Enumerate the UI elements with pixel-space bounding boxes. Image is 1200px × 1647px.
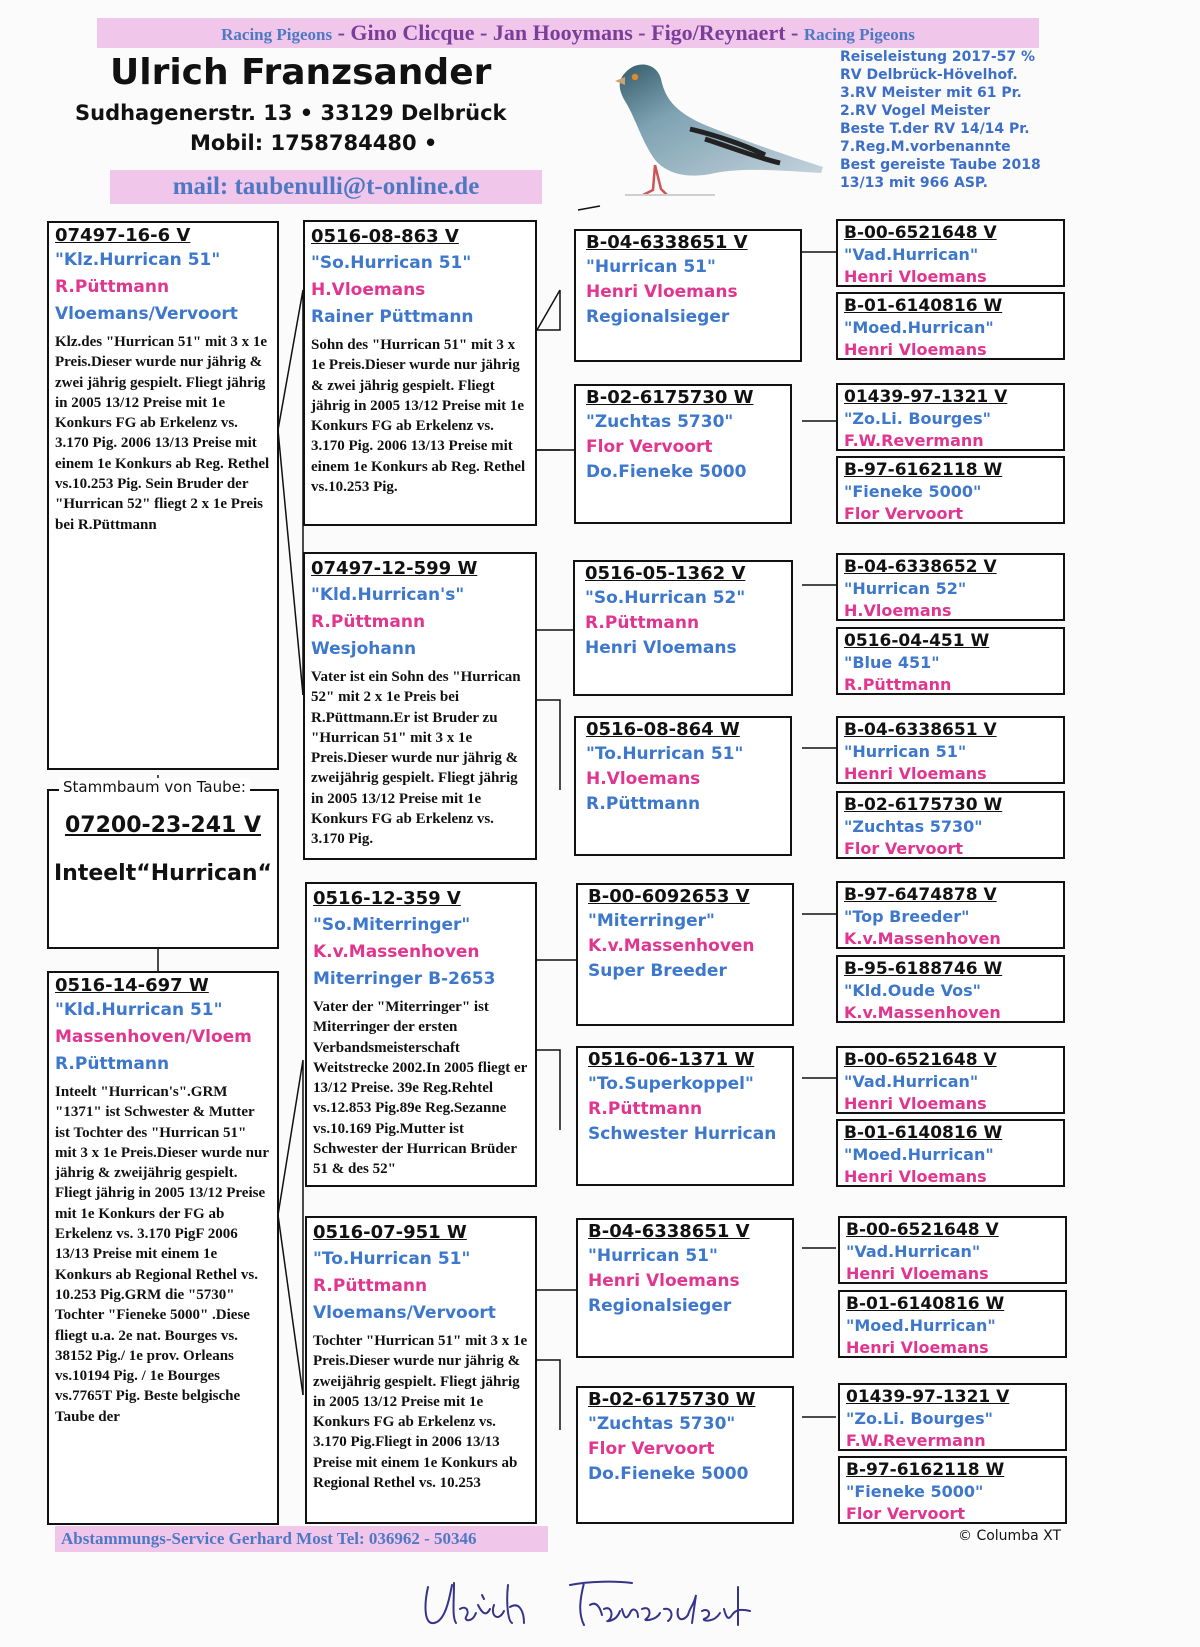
parent-sire-box [47,221,279,770]
ancestor-box [836,219,1065,287]
breeder: H.Vloemans [586,769,701,789]
ring-number: B-02-6175730 W [588,1389,756,1410]
ring-number: 01439-97-1321 V [844,387,1008,407]
pigeon-name: "To.Hurrican 51" [586,744,744,764]
origin: Regionalsieger [588,1296,732,1316]
ring-number: B-00-6521648 V [846,1220,999,1240]
ring-number: 0516-08-863 V [311,226,459,247]
ring-number: 0516-05-1362 V [585,563,746,584]
pigeon-name: "Klz.Hurrican 51" [55,250,221,270]
pigeon-name: "Vad.Hurrican" [844,245,979,264]
ring-number: B-02-6175730 W [844,795,1003,815]
breeder: Henri Vloemans [586,282,738,302]
header-banner [97,18,1039,48]
description: Inteelt "Hurrican's".GRM "1371" ist Schwester & Mutter ist Tochter des "Hurrican 51" mit 3 x 1e Preis.Dieser wurde nur jährig & zweijährig gespielt. Fliegt jährig in 2005 13/12 Preise mit 1e Konkurs der FG ab Erkelenz vs. 3.170 PigF 2006 13/13 Preise mit einem 1e Konkurs ab Regional Rethel vs. 10.253 Pig.GRM die "5730" Tochter "Fieneke 5000" .Diese fliegt u.a. 2e nat. Bourges vs. 38152 Pig./ 1e prov. Orleans vs.10194 Pig. / 1e Bourges vs.7765T Pig. Beste belgische Taube der [55,1084,269,1425]
performance-line: RV Delbrück-Hövelhof. [840,67,1018,83]
pigeon-name: "Moed.Hurrican" [844,318,994,337]
origin: Do.Fieneke 5000 [586,462,747,482]
grandparent-box [305,882,537,1187]
performance-line: 13/13 mit 966 ASP. [840,175,988,191]
ring-number: B-01-6140816 W [846,1294,1005,1314]
breeder: Massenhoven/Vloem [55,1027,252,1047]
great-grandparent-box [576,1386,794,1524]
origin: Henri Vloemans [585,638,737,658]
breeder: F.W.Revermann [846,1431,986,1450]
origin: Miterringer B-2653 [313,969,496,989]
grandparent-box [303,552,537,860]
banner-left: Racing Pigeons [221,25,333,44]
ring-number: B-00-6521648 V [844,1050,997,1070]
ring-number: B-97-6162118 W [844,460,1003,480]
pigeon-name: "Zo.Li. Bourges" [846,1409,993,1428]
origin: Rainer Püttmann [311,307,474,327]
ring-number: B-01-6140816 W [844,1123,1003,1143]
great-grandparent-box [576,883,794,1026]
great-grandparent-box [576,1046,794,1186]
ancestor-box [836,553,1065,621]
ring-number: B-04-6338651 V [586,232,748,253]
ring-number: 07497-12-599 W [311,558,478,579]
ancestor-box [836,955,1065,1023]
breeder: K.v.Massenhoven [588,936,755,956]
grandparent-box [303,220,537,526]
breeder: R.Püttmann [585,613,700,633]
ring-number: 0516-14-697 W [55,975,209,996]
pigeon-name: "Fieneke 5000" [846,1482,984,1501]
great-grandparent-box [576,1218,794,1358]
breeder: R.Püttmann [55,277,170,297]
breeder: K.v.Massenhoven [844,929,1001,948]
pigeon-name: "Moed.Hurrican" [846,1316,996,1335]
breeder: K.v.Massenhoven [844,1003,1001,1022]
breeder-address: Sudhagenerstr. 13 • 33129 Delbrück [75,101,507,125]
breeder: Henri Vloemans [844,1094,987,1113]
pigeon-name: "Zuchtas 5730" [844,817,983,836]
pigeon-name: "Kld.Hurrican 51" [55,1000,223,1020]
pigeon-name: "To.Superkoppel" [588,1074,754,1094]
pigeon-name: "Moed.Hurrican" [844,1145,994,1164]
performance-line: Reiseleistung 2017-57 % [840,49,1036,65]
ring-number: 01439-97-1321 V [846,1387,1010,1407]
description: Klz.des "Hurrican 51" mit 3 x 1e Preis.Dieser wurde nur jährig & zwei jährig gespielt. Fliegt jährig in 2005 13/12 Preise mit 1e Konkurs FG ab Erkelenz vs. 3.170 Pig. 2006 13/13 Preise mit einem 1e Konkurs ab Reg. Rethel vs.10.253 Pig. Sein Bruder der "Hurrican 52" fliegt 2 x 1e Preis bei R.Püttmann [55,334,270,533]
pigeon-name: "Miterringer" [588,911,715,931]
ring-number: 07497-16-6 V [55,225,191,246]
great-grandparent-box [574,384,792,524]
great-grandparent-box [573,560,793,696]
origin: Vloemans/Vervoort [313,1303,496,1323]
ancestor-box [836,292,1065,360]
ring-number: B-01-6140816 W [844,296,1003,316]
breeder-mail: mail: taubenulli@t-online.de [110,170,542,204]
performance-line: Beste T.der RV 14/14 Pr. [840,121,1030,137]
origin: R.Püttmann [586,794,701,814]
service-footer: Abstammungs-Service Gerhard Most Tel: 036962 - 50346 [55,1526,548,1552]
breeder: F.W.Revermann [844,431,984,450]
breeder: R.Püttmann [313,1276,428,1296]
ring-number: B-04-6338651 V [844,720,997,740]
description: Tochter "Hurrican 51" mit 3 x 1e Preis.Dieser wurde nur jährig & zweijährig gespielt. Fliegt jährig in 2005 13/12 Preise mit 1e Konkurs FG ab Erkelenz vs. 3.170 Pig.Fliegt in 2006 13/13 Preise mit einem 1e Konkurs ab Regional Rethel vs. 10.253 [313,1333,528,1492]
performance-list [840,48,1041,192]
performance-line: 2.RV Vogel Meister [840,103,991,119]
pigeon-name: "Vad.Hurrican" [844,1072,979,1091]
ancestor-box [836,383,1065,451]
pigeon-image [595,55,830,205]
banner-right: Racing Pigeons [803,25,915,44]
ancestor-box [836,627,1065,695]
ancestor-box [836,1046,1065,1114]
description: Sohn des "Hurrican 51" mit 3 x 1e Preis.Dieser wurde nur jährig & zwei jährig gespielt. Fliegt jährig in 2005 13/12 Preise mit 1e Konkurs FG ab Erkelenz vs. 3.170 Pig. 2006 13/13 Preise mit einem 1e Konkurs ab Reg. Rethel vs.10.253 Pig. [311,337,526,496]
ring-number: B-00-6521648 V [844,223,997,243]
ancestor-box [836,881,1065,949]
origin: Do.Fieneke 5000 [588,1464,749,1484]
breeder: R.Püttmann [844,675,952,694]
breeder-mobile: Mobil: 1758784480 • [190,131,438,155]
ring-number: 0516-04-451 W [844,631,990,651]
pigeon-name: "So.Hurrican 51" [311,253,472,273]
ancestor-box [838,1383,1067,1451]
ancestor-box [836,1119,1065,1187]
subject-box [47,778,279,949]
ancestor-box [836,791,1065,859]
pigeon-name: "Hurrican 51" [586,257,716,277]
breeder: Flor Vervoort [588,1439,715,1459]
subject-label: Stammbaum von Taube: [59,778,250,796]
copyright: © Columba XT [958,1528,1062,1544]
breeder: R.Püttmann [588,1099,703,1119]
ring-number: 0516-08-864 W [586,719,740,740]
ring-number: 0516-12-359 V [313,888,461,909]
ancestor-box [838,1216,1067,1284]
origin: Schwester Hurrican [588,1124,777,1144]
breeder: Henri Vloemans [844,340,987,359]
ring-number: B-04-6338651 V [588,1221,750,1242]
origin: Regionalsieger [586,307,730,327]
breeder: Flor Vervoort [844,504,964,523]
breeder: Henri Vloemans [844,267,987,286]
breeder: Henri Vloemans [846,1338,989,1357]
breeder: K.v.Massenhoven [313,942,480,962]
ancestor-box [838,1456,1067,1524]
great-grandparent-box [574,716,792,856]
pigeon-name: "Kld.Oude Vos" [844,981,981,1000]
pigeon-name: "Hurrican 51" [844,742,967,761]
description: Vater ist ein Sohn des "Hurrican 52" mit 2 x 1e Preis bei R.Püttmann.Er ist Bruder zu "Hurrican 51" mit 3 x 1e Preis.Dieser wurde nur jährig & zweijährig gespielt. Fliegt jährig in 2005 13/12 Preise mit 1e Konkurs FG ab Erkelenz vs. 3.170 Pig. [311,669,521,848]
pigeon-name: "Blue 451" [844,653,940,672]
pigeon-name: "So.Hurrican 52" [585,588,746,608]
breeder: Flor Vervoort [846,1504,966,1523]
great-grandparent-box [574,229,802,362]
ring-number: B-02-6175730 W [586,387,754,408]
breeder: Henri Vloemans [588,1271,740,1291]
description: Vater der "Miterringer" ist Miterringer der ersten Verbandsmeisterschaft Weitstrecke 2002.In 2005 fliegt er 13/12 Preise. 39e Reg.Rehtel vs.12.853 Pig.89e Reg.Sezanne vs.10.169 Pig.Mutter ist Schwester der Hurrican Brüder 51 & des 52" [313,999,527,1178]
signature [420,1565,820,1635]
pigeon-name: "Zuchtas 5730" [586,412,734,432]
performance-line: 7.Reg.M.vorbenannte [840,139,1011,155]
performance-line: Best gereiste Taube 2018 [840,157,1041,173]
pigeon-name: "To.Hurrican 51" [313,1249,471,1269]
origin: Wesjohann [311,639,417,659]
subject-name: Inteelt“Hurrican“ [53,861,273,886]
performance-line: 3.RV Meister mit 61 Pr. [840,85,1022,101]
pigeon-name: "Fieneke 5000" [844,482,982,501]
breeder: Flor Vervoort [586,437,713,457]
breeder: Flor Vervoort [844,839,964,858]
ancestor-box [838,1290,1067,1358]
pigeon-name: "Kld.Hurrican's" [311,585,465,605]
pigeon-name: "Zuchtas 5730" [588,1414,736,1434]
ring-number: B-04-6338652 V [844,557,997,577]
breeder: R.Püttmann [311,612,426,632]
ring-number: B-97-6474878 V [844,885,997,905]
ring-number: B-97-6162118 W [846,1460,1005,1480]
breeder: Henri Vloemans [844,764,987,783]
ancestor-box [836,716,1065,784]
ancestor-box [836,456,1065,524]
ring-number: B-00-6092653 V [588,886,750,907]
pigeon-name: "Hurrican 52" [844,579,967,598]
origin: R.Püttmann [55,1054,170,1074]
pigeon-name: "Hurrican 51" [588,1246,718,1266]
parent-dam-box [47,971,279,1525]
pigeon-name: "So.Miterringer" [313,915,471,935]
pigeon-name: "Vad.Hurrican" [846,1242,981,1261]
breeder: Henri Vloemans [846,1264,989,1283]
breeder: H.Vloemans [844,601,952,620]
origin: Super Breeder [588,961,727,981]
origin: Vloemans/Vervoort [55,304,238,324]
pigeon-name: "Zo.Li. Bourges" [844,409,991,428]
grandparent-box [305,1216,537,1524]
pigeon-name: "Top Breeder" [844,907,970,926]
ring-number: B-95-6188746 W [844,959,1003,979]
banner-middle: - Gino Clicque - Jan Hooymans - Figo/Reynaert - [332,20,804,45]
ring-number: 0516-06-1371 W [588,1049,755,1070]
ring-number: 0516-07-951 W [313,1222,467,1243]
breeder: H.Vloemans [311,280,426,300]
subject-ring: 07200-23-241 V [64,813,262,838]
breeder: Henri Vloemans [844,1167,987,1186]
breeder-name: Ulrich Franzsander [110,52,492,93]
